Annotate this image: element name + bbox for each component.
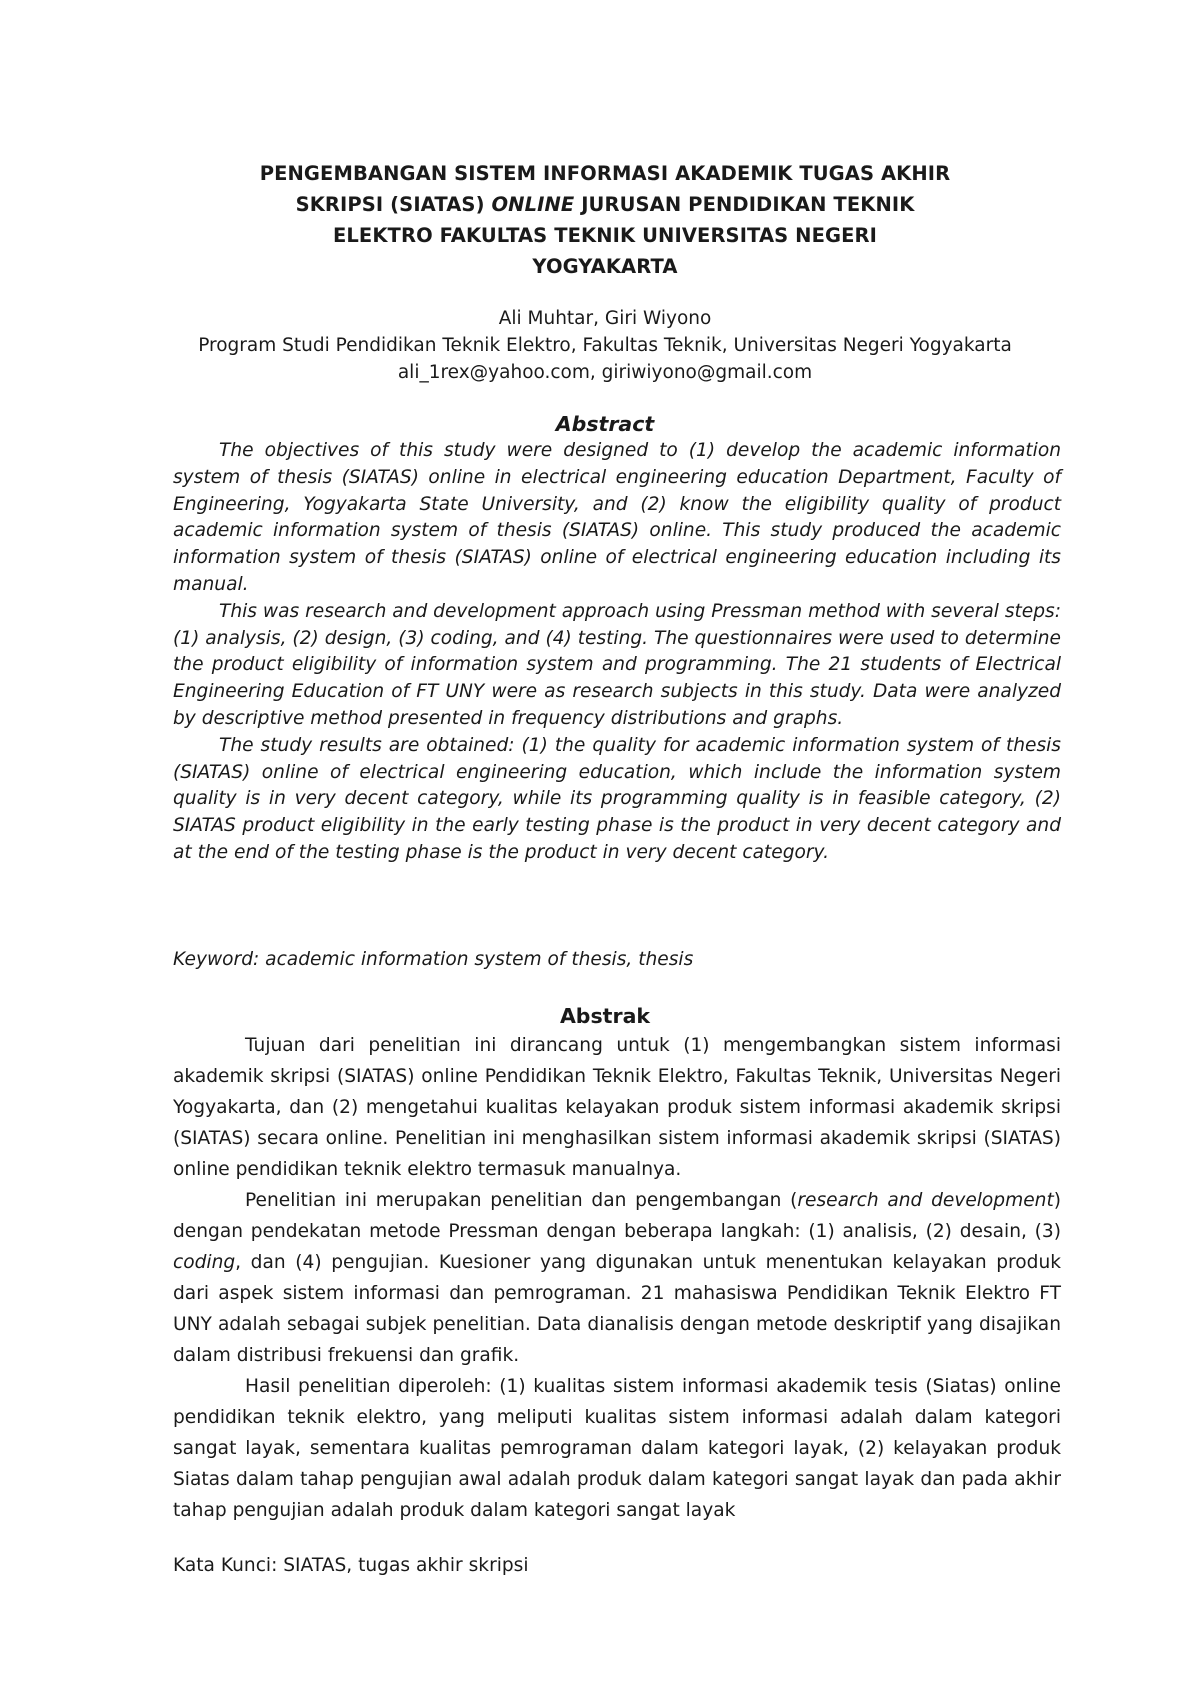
title-line-1: PENGEMBANGAN SISTEM INFORMASI AKADEMIK TUGAS AKHIR bbox=[259, 162, 951, 185]
abstrak-paragraph-2 bbox=[173, 1185, 1061, 1371]
author-names: Ali Muhtar, Giri Wiyono bbox=[498, 308, 712, 329]
abstrak-paragraph-1: Tujuan dari penelitian ini dirancang untuk (1) mengembangkan sistem informasi akademik skripsi (SIATAS) online Pendidikan Teknik Elektro, Fakultas Teknik, Universitas Negeri Yogyakarta, dan (2) mengetahui kualitas kelayakan produk sistem informasi akademik skripsi (SIATAS) secara online. Penelitian ini menghasilkan sistem informasi akademik skripsi (SIATAS) online pendidikan teknik elektro termasuk manualnya. bbox=[173, 1035, 1061, 1180]
author-block bbox=[150, 305, 1060, 386]
abstract-heading: Abstract bbox=[555, 412, 655, 436]
paper-title bbox=[240, 158, 970, 282]
abstract-keywords: Keyword: academic information system of thesis, thesis bbox=[173, 949, 694, 970]
abstrak-heading: Abstrak bbox=[559, 1004, 651, 1028]
title-line-3: ELEKTRO FAKULTAS TEKNIK UNIVERSITAS NEGERI bbox=[332, 224, 878, 247]
abstrak-keywords: Kata Kunci: SIATAS, tugas akhir skripsi bbox=[173, 1555, 529, 1576]
abstract-paragraph-3: The study results are obtained: (1) the quality for academic information system of thesis (SIATAS) online of electrical engineering education, which include the information system quality is in very decent category, while its programming quality is in feasible category, (2) SIATAS product eligibility in the early testing phase is the product in very decent category and at the end of the testing phase is the product in very decent category. bbox=[173, 734, 1061, 863]
title-online-italic: ONLINE bbox=[491, 193, 575, 216]
title-line-2-start: SKRIPSI (SIATAS) bbox=[295, 193, 492, 216]
abstract-body bbox=[173, 438, 1061, 867]
abstract-paragraph-1: The objectives of this study were designed to (1) develop the academic information system of thesis (SIATAS) online in electrical engineering education Department, Faculty of Engineering, Yogyakarta State University, and (2) know the eligibility quality of product academic information system of thesis (SIATAS) online. This study produced the academic information system of thesis (SIATAS) online of electrical engineering education including its manual. bbox=[173, 440, 1061, 595]
abstrak-paragraph-3: Hasil penelitian diperoleh: (1) kualitas sistem informasi akademik tesis (Siatas) online pendidikan teknik elektro, yang meliputi kualitas sistem informasi adalah dalam kategori sangat layak, sementara kualitas pemrograman dalam kategori layak, (2) kelayakan produk Siatas dalam tahap pengujian awal adalah produk dalam kategori sangat layak dan pada akhir tahap pengujian adalah produk dalam kategori sangat layak bbox=[173, 1376, 1061, 1521]
abstrak-p2-italic-1: research and development bbox=[797, 1190, 1054, 1211]
title-line-4: YOGYAKARTA bbox=[532, 255, 678, 278]
abstrak-p2-part-a: Penelitian ini merupakan penelitian dan pengembangan ( bbox=[245, 1190, 798, 1211]
author-emails: ali_1rex@yahoo.com, giriwiyono@gmail.com bbox=[397, 362, 813, 383]
abstract-paragraph-2: This was research and development approach using Pressman method with several steps: (1) analysis, (2) design, (3) coding, and (4) testing. The questionnaires were used to determine the product eligibility of information system and programming. The 21 students of Electrical Engineering Education of FT UNY were as research subjects in this study. Data were analyzed by descriptive method presented in frequency distributions and graphs. bbox=[173, 600, 1062, 729]
title-line-2 bbox=[240, 189, 970, 220]
abstrak-p2-part-c: , dan (4) pengujian. Kuesioner yang digunakan untuk menentukan kelayakan produk dari aspek sistem informasi dan pemrograman. 21 mahasiswa Pendidikan Teknik Elektro FT UNY adalah sebagai subjek penelitian. Data dianalisis dengan metode deskriptif yang disajikan dalam distribusi frekuensi dan grafik. bbox=[173, 1252, 1061, 1366]
author-affiliation: Program Studi Pendidikan Teknik Elektro, Fakultas Teknik, Universitas Negeri Yogyakarta bbox=[198, 335, 1012, 356]
abstrak-p2-part-b: ) dengan pendekatan metode Pressman dengan beberapa langkah: (1) analisis, (2) desain, (3) bbox=[173, 1190, 1061, 1242]
abstrak-p2-italic-2: coding bbox=[173, 1252, 236, 1273]
title-line-2-end: JURUSAN PENDIDIKAN TEKNIK bbox=[574, 193, 915, 216]
abstrak-body bbox=[173, 1030, 1061, 1526]
